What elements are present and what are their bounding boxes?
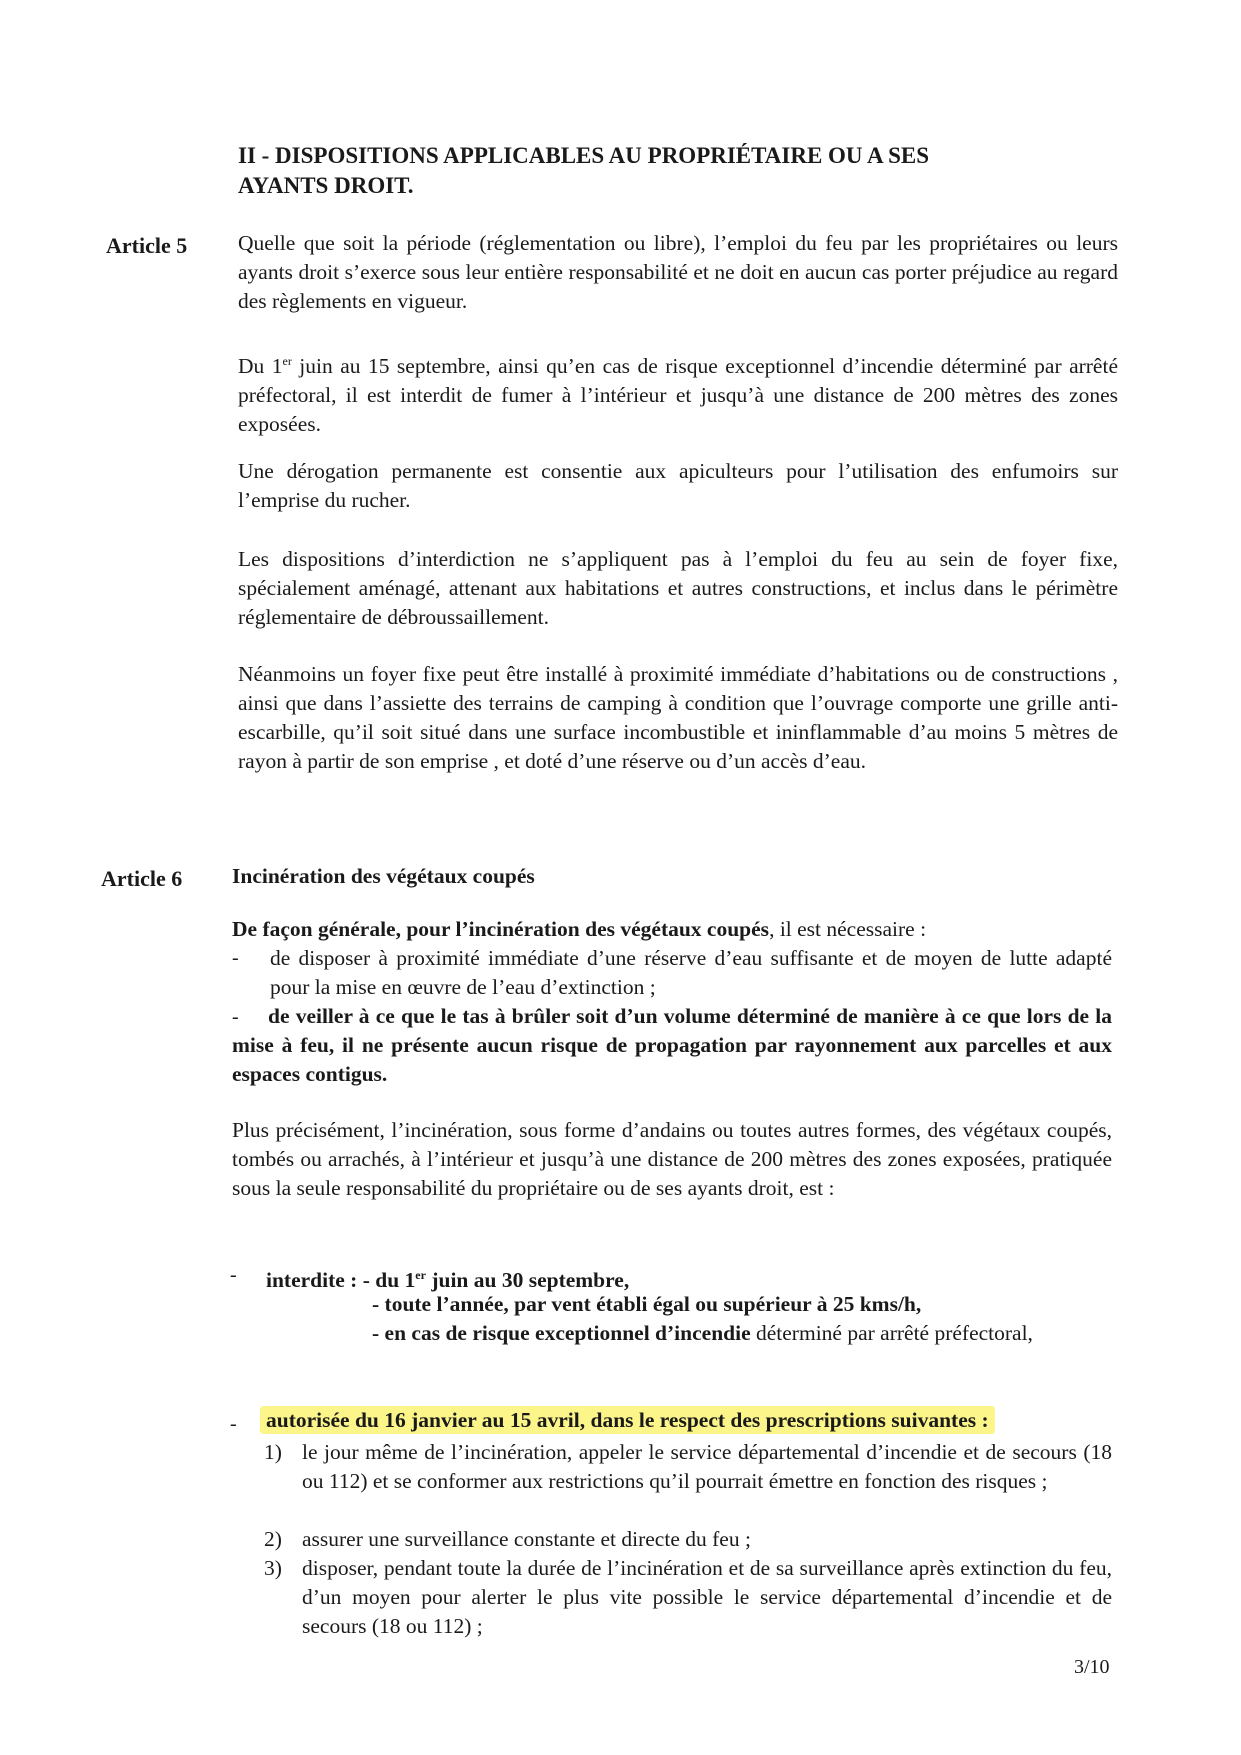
- highlighted-text: autorisée du 16 janvier au 15 avril, dans le respect des prescriptions suivantes :: [260, 1406, 995, 1434]
- article-5-paragraph-2: Du 1er juin au 15 septembre, ainsi qu’en cas de risque exceptionnel d’incendie déterminé par arrêté préfectoral, il est interdit de fumer à l’intérieur et jusqu’à une distance de 200 mètres des zones exposées.: [238, 354, 1118, 437]
- article-6-item-1: de disposer à proximité immédiate d’une réserve d’eau suffisante et de moyen de lutte adapté pour la mise en œuvre de l’eau d’extinction ;: [270, 946, 1112, 999]
- dash-autorisee: -: [230, 1413, 237, 1435]
- interdite-line-1: interdite : - du 1er juin au 30 septembre,: [266, 1268, 630, 1293]
- page-number: 3/10: [1074, 1656, 1110, 1678]
- dash-interdite: -: [230, 1264, 237, 1286]
- section-title: [238, 141, 1058, 201]
- rule-2-text: assurer une surveillance constante et directe du feu ;: [302, 1527, 751, 1551]
- section-title-line1: II - DISPOSITIONS APPLICABLES AU PROPRIÉTAIRE OU A SES: [238, 143, 930, 168]
- article-6-precise: Plus précisément, l’incinération, sous forme d’andains ou toutes autres formes, des végétaux coupés, tombés ou arrachés, à l’intérieur et jusqu’à une distance de 200 mètres des zones exposées, pratiquée sous la seule responsabilité du propriétaire ou de ses ayants droit, est :: [232, 1118, 1112, 1200]
- dash-item-1: -: [232, 947, 239, 969]
- rule-2-number: 2): [264, 1527, 282, 1551]
- article-5-label: Article 5: [106, 233, 188, 258]
- article-6-label: Article 6: [101, 866, 183, 891]
- article-6-heading: Incinération des végétaux coupés: [232, 864, 535, 888]
- article-5-paragraph-5: Néanmoins un foyer fixe peut être installé à proximité immédiate d’habitations ou de constructions , ainsi que dans l’assiette des terrains de camping à condition que l’ouvrage comporte une grille anti-escarbille, qu’il soit situé dans une surface incombustible et ininflammable d’au moins 5 mètres de rayon à partir de son emprise , et doté d’une réserve ou d’un accès d’eau.: [238, 662, 1118, 773]
- rule-1-text: le jour même de l’incinération, appeler le service départemental d’incendie et de secours (18 ou 112) et se conformer aux restrictions qu’il pourrait émettre en fonction des risques ;: [302, 1440, 1112, 1493]
- article-5-paragraph-3: Une dérogation permanente est consentie aux apiculteurs pour l’utilisation des enfumoirs sur l’emprise du rucher.: [238, 459, 1118, 512]
- article-5-paragraph-1: Quelle que soit la période (réglementation ou libre), l’emploi du feu par les propriétaires ou leurs ayants droit s’exerce sous leur entière responsabilité et ne doit en aucun cas porter préjudice au regard des règlements en vigueur.: [238, 231, 1118, 313]
- section-title-line2: AYANTS DROIT.: [238, 173, 414, 198]
- article-6-intro: De façon générale, pour l’incinération des végétaux coupés, il est nécessaire :: [232, 917, 927, 941]
- rule-3-number: 3): [264, 1556, 282, 1580]
- autorisee-line: [266, 1406, 1126, 1435]
- rule-1-number: 1): [264, 1440, 282, 1464]
- interdite-line-2: - toute l’année, par vent établi égal ou supérieur à 25 kms/h,: [372, 1292, 922, 1316]
- article-5-paragraph-4: Les dispositions d’interdiction ne s’appliquent pas à l’emploi du feu au sein de foyer fixe, spécialement aménagé, attenant aux habitations et autres constructions, et inclus dans le périmètre réglementaire de débroussaillement.: [238, 547, 1118, 629]
- dash-item-2: -: [232, 1006, 239, 1028]
- rule-3-text: disposer, pendant toute la durée de l’incinération et de sa surveillance après extinction du feu, d’un moyen pour alerter le plus vite possible le service départemental d’incendie et de secours (18 ou 112) ;: [302, 1556, 1112, 1638]
- interdite-line-3: - en cas de risque exceptionnel d’incendie déterminé par arrêté préfectoral,: [372, 1321, 1033, 1345]
- article-6-item-2: de veiller à ce que le tas à brûler soit d’un volume déterminé de manière à ce que lors de la mise à feu, il ne présente aucun risque de propagation par rayonnement aux parcelles et aux espaces contigus.: [232, 1004, 1112, 1086]
